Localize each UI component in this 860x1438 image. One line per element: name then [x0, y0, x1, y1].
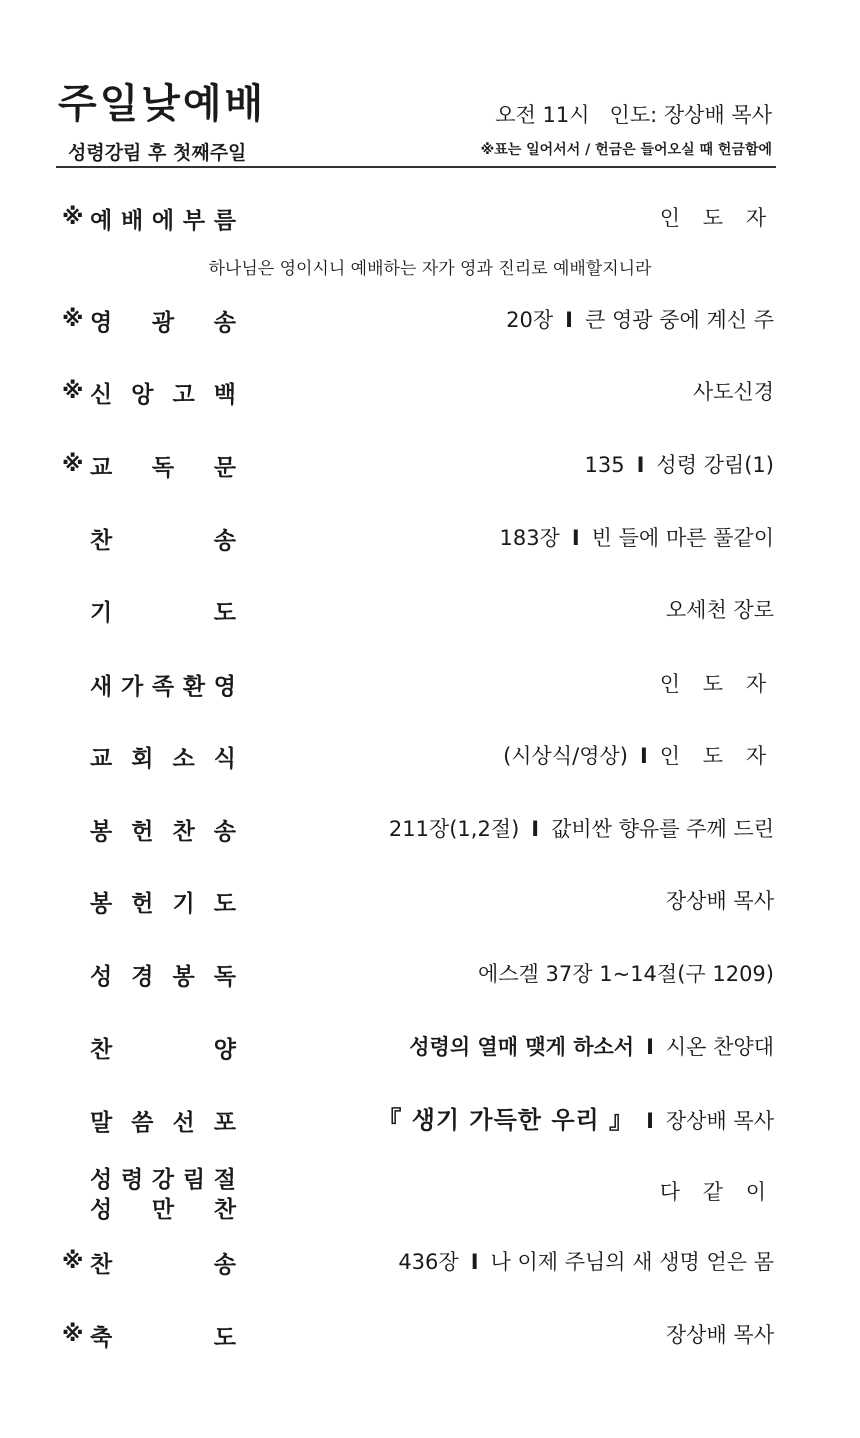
order-content: 인 도 자 — [659, 672, 774, 696]
anthem-title: 성령의 열매 맺게 하소서 — [409, 1035, 635, 1059]
choir-name: 시온 찬양대 — [665, 1035, 774, 1059]
order-item-closing-hymn — [62, 1242, 774, 1282]
order-content — [503, 736, 774, 776]
hymn-title: 값비싼 향유를 주께 드린 — [551, 817, 774, 841]
separator: I — [636, 453, 645, 477]
separator: I — [646, 1109, 654, 1133]
service-subtitle: 성령강림 후 첫째주일 — [68, 142, 247, 164]
order-label: 찬 송 — [90, 1251, 236, 1278]
standing-mark: ※ — [62, 379, 84, 404]
order-label: 영 광 송 — [90, 309, 236, 336]
order-label-line-2: 성 만 찬 — [90, 1196, 236, 1223]
order-content: 에스겔 37장 1~14절(구 1209) — [478, 962, 774, 986]
order-label: 찬 송 — [90, 527, 236, 554]
header-divider — [56, 166, 776, 168]
order-item-scripture — [62, 954, 774, 994]
standing-mark — [62, 1100, 84, 1140]
separator: I — [646, 1035, 654, 1059]
standing-mark — [62, 518, 84, 558]
order-item-welcome — [62, 664, 774, 704]
order-item-hymn — [62, 518, 774, 558]
order-label: 축 도 — [90, 1324, 236, 1351]
standing-mark — [62, 1027, 84, 1067]
order-label: 교 독 문 — [90, 454, 236, 481]
announcement-detail: (시상식/영상) — [503, 744, 628, 768]
order-item-creed — [62, 372, 774, 412]
standing-note: ※표는 일어서서 / 헌금은 들어오실 때 헌금함에 — [480, 142, 772, 158]
standing-mark — [62, 1162, 84, 1202]
reading-number: 135 — [584, 453, 625, 477]
standing-mark — [62, 736, 84, 776]
standing-mark — [62, 881, 84, 921]
hymn-number: 211장(1,2절) — [388, 817, 520, 841]
order-item-gloria — [62, 300, 774, 340]
standing-mark — [62, 664, 84, 704]
standing-mark — [62, 590, 84, 630]
standing-mark: ※ — [62, 452, 84, 477]
standing-mark: ※ — [62, 1322, 84, 1347]
order-label: 성 경 봉 독 — [90, 963, 236, 990]
order-content — [398, 1242, 774, 1282]
order-label: 기 도 — [90, 599, 236, 626]
order-item-responsive-reading — [62, 445, 774, 485]
order-label: 예 배 에 부 름 — [90, 207, 236, 234]
order-item-announcements — [62, 736, 774, 776]
opening-verse: 하나님은 영이시니 예배하는 자가 영과 진리로 예배할지니라 — [208, 259, 652, 279]
service-time-leader: 오전 11시 인도: 장상배 목사 — [495, 103, 772, 127]
separator: I — [571, 526, 580, 550]
order-content: 장상배 목사 — [665, 889, 774, 913]
standing-mark — [62, 954, 84, 994]
standing-mark: ※ — [62, 307, 84, 332]
order-content — [389, 809, 774, 849]
separator: I — [470, 1250, 479, 1274]
order-content — [377, 1100, 774, 1140]
order-content — [585, 445, 775, 485]
order-label: 봉 헌 찬 송 — [90, 818, 236, 845]
order-content — [499, 518, 774, 558]
hymn-title: 나 이제 주님의 새 생명 얻은 몸 — [490, 1250, 774, 1274]
order-item-offertory-prayer — [62, 881, 774, 921]
order-content: 다 같 이 — [659, 1180, 774, 1204]
standing-mark — [62, 809, 84, 849]
order-item-sermon — [62, 1100, 774, 1140]
order-label: 찬 양 — [90, 1036, 236, 1063]
order-label: 신 앙 고 백 — [90, 381, 236, 408]
hymn-title: 빈 들에 마른 풀같이 — [591, 526, 774, 550]
separator: I — [531, 817, 540, 841]
sermon-title: 『 생기 가득한 우리 』 — [377, 1106, 635, 1134]
order-item-prayer — [62, 590, 774, 630]
service-title: 주일낮예배 — [58, 81, 267, 127]
order-item-communion — [62, 1162, 774, 1222]
order-item-call-to-worship — [62, 198, 774, 238]
order-label: 봉 헌 기 도 — [90, 890, 236, 917]
announcement-leader: 인 도 자 — [659, 744, 774, 768]
hymn-number: 436장 — [398, 1250, 459, 1274]
order-item-anthem — [62, 1027, 774, 1067]
reading-title: 성령 강림(1) — [656, 453, 774, 477]
standing-mark: ※ — [62, 1249, 84, 1274]
order-content: 인 도 자 — [659, 206, 774, 230]
hymn-number: 20장 — [506, 308, 554, 332]
order-content — [506, 300, 774, 340]
order-content — [409, 1027, 774, 1067]
order-item-benediction — [62, 1315, 774, 1355]
standing-mark: ※ — [62, 205, 84, 230]
separator: I — [639, 744, 648, 768]
order-content: 사도신경 — [692, 380, 774, 404]
preacher-name: 장상배 목사 — [665, 1109, 774, 1133]
order-item-offertory-hymn — [62, 809, 774, 849]
order-content: 오세천 장로 — [665, 598, 774, 622]
hymn-number: 183장 — [499, 526, 560, 550]
hymn-title: 큰 영광 중에 계신 주 — [585, 308, 774, 332]
order-label: 교 회 소 식 — [90, 745, 236, 772]
order-label: 새 가 족 환 영 — [90, 673, 236, 700]
order-label: 말 씀 선 포 — [90, 1109, 236, 1136]
order-label-line-1: 성 령 강 림 절 — [90, 1166, 236, 1193]
order-content: 장상배 목사 — [665, 1323, 774, 1347]
separator: I — [565, 308, 573, 332]
